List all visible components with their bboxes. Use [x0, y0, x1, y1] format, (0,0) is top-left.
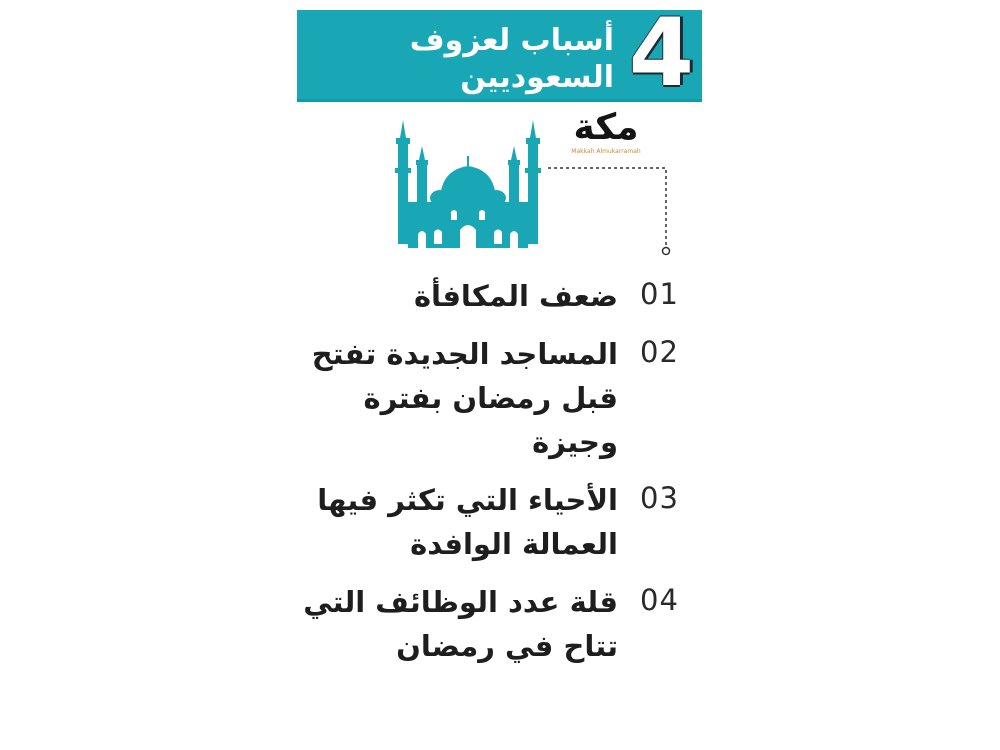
reason-item — [280, 274, 700, 318]
reason-line: المساجد الجديدة تفتح — [311, 337, 618, 371]
header-number: 4 — [628, 0, 694, 108]
mosque-icon — [388, 120, 548, 254]
reason-line: العمالة الوافدة — [410, 527, 618, 561]
header-title-line1: أسباب لعزوف — [409, 23, 614, 58]
reason-number: 01 — [640, 277, 679, 311]
reason-text — [280, 478, 618, 566]
reason-line: وجيزة — [532, 425, 618, 459]
reason-line: قلة عدد الوظائف التي — [303, 585, 618, 619]
reason-text — [280, 332, 618, 464]
reasons-list — [280, 274, 700, 682]
reason-item — [280, 580, 700, 668]
logo-word: مكة — [573, 107, 639, 148]
reason-item — [280, 332, 700, 464]
reason-number: 02 — [640, 335, 679, 369]
header-title — [324, 22, 614, 96]
reason-number: 03 — [640, 481, 679, 515]
reason-line: تتاح في رمضان — [396, 629, 618, 663]
header-title-line2: السعوديين — [460, 60, 614, 95]
connector-line — [546, 160, 676, 264]
reason-line: ضعف المكافأة — [413, 279, 618, 313]
reason-line: الأحياء التي تكثر فيها — [317, 483, 618, 517]
reason-number: 04 — [640, 583, 679, 617]
header-banner — [297, 0, 702, 108]
reason-text — [280, 580, 618, 668]
reason-item — [280, 478, 700, 566]
reason-line: قبل رمضان بفترة — [363, 381, 618, 415]
logo-subtitle: Makkah Almukarramah — [571, 148, 641, 155]
logo — [556, 108, 656, 160]
reason-text — [280, 274, 618, 318]
